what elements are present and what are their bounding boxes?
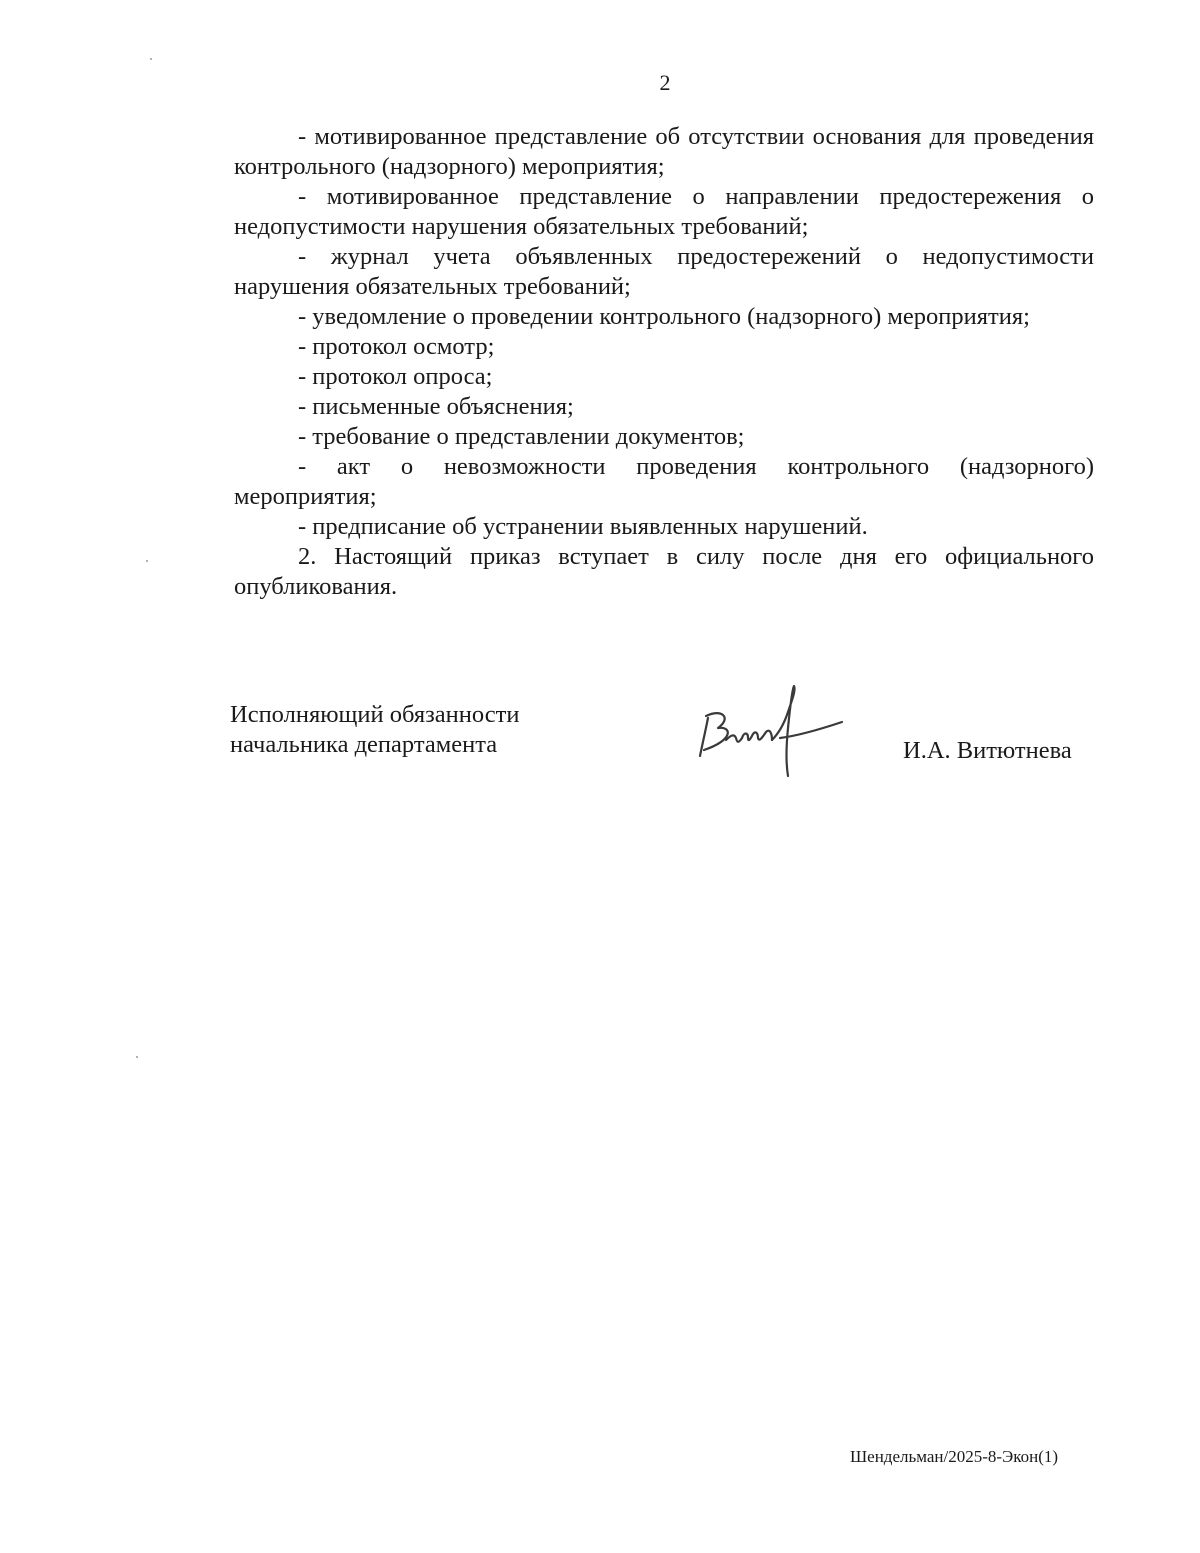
list-item: - мотивированное представление об отсутствии основания для проведения контрольного (надзорного) мероприятия; xyxy=(234,123,1094,180)
scan-speck xyxy=(136,1056,138,1058)
scan-speck xyxy=(146,560,148,562)
list-item: - мотивированное представление о направлении предостережения о недопустимости нарушения обязательных требований; xyxy=(234,183,1094,240)
list-item: - протокол опроса; xyxy=(298,363,493,390)
list-item: - акт о невозможности проведения контрольного (надзорного) мероприятия; xyxy=(234,453,1094,510)
list-item: - уведомление о проведении контрольного (надзорного) мероприятия; xyxy=(298,303,1030,330)
signer-position-line1: Исполняющий обязанности xyxy=(230,701,520,728)
list-item: - письменные объяснения; xyxy=(298,393,574,420)
page-number: 2 xyxy=(659,70,671,95)
footer-reference: Шендельман/2025-8-Экон(1) xyxy=(850,1447,1059,1466)
scan-speck xyxy=(150,58,152,60)
handwritten-signature-icon xyxy=(696,678,856,788)
list-item: - предписание об устранении выявленных нарушений. xyxy=(298,513,868,540)
document-body xyxy=(234,122,1094,602)
signer-position-line2: начальника департамента xyxy=(230,731,498,758)
signer-position xyxy=(230,700,519,760)
effective-clause: 2. Настоящий приказ вступает в силу после дня его официального опубликования. xyxy=(234,543,1094,600)
list-item: - журнал учета объявленных предостережений о недопустимости нарушения обязательных требований; xyxy=(234,243,1094,300)
list-item: - протокол осмотр; xyxy=(298,333,495,360)
list-item: - требование о представлении документов; xyxy=(298,423,745,450)
signer-name: И.А. Витютнева xyxy=(903,737,1072,764)
